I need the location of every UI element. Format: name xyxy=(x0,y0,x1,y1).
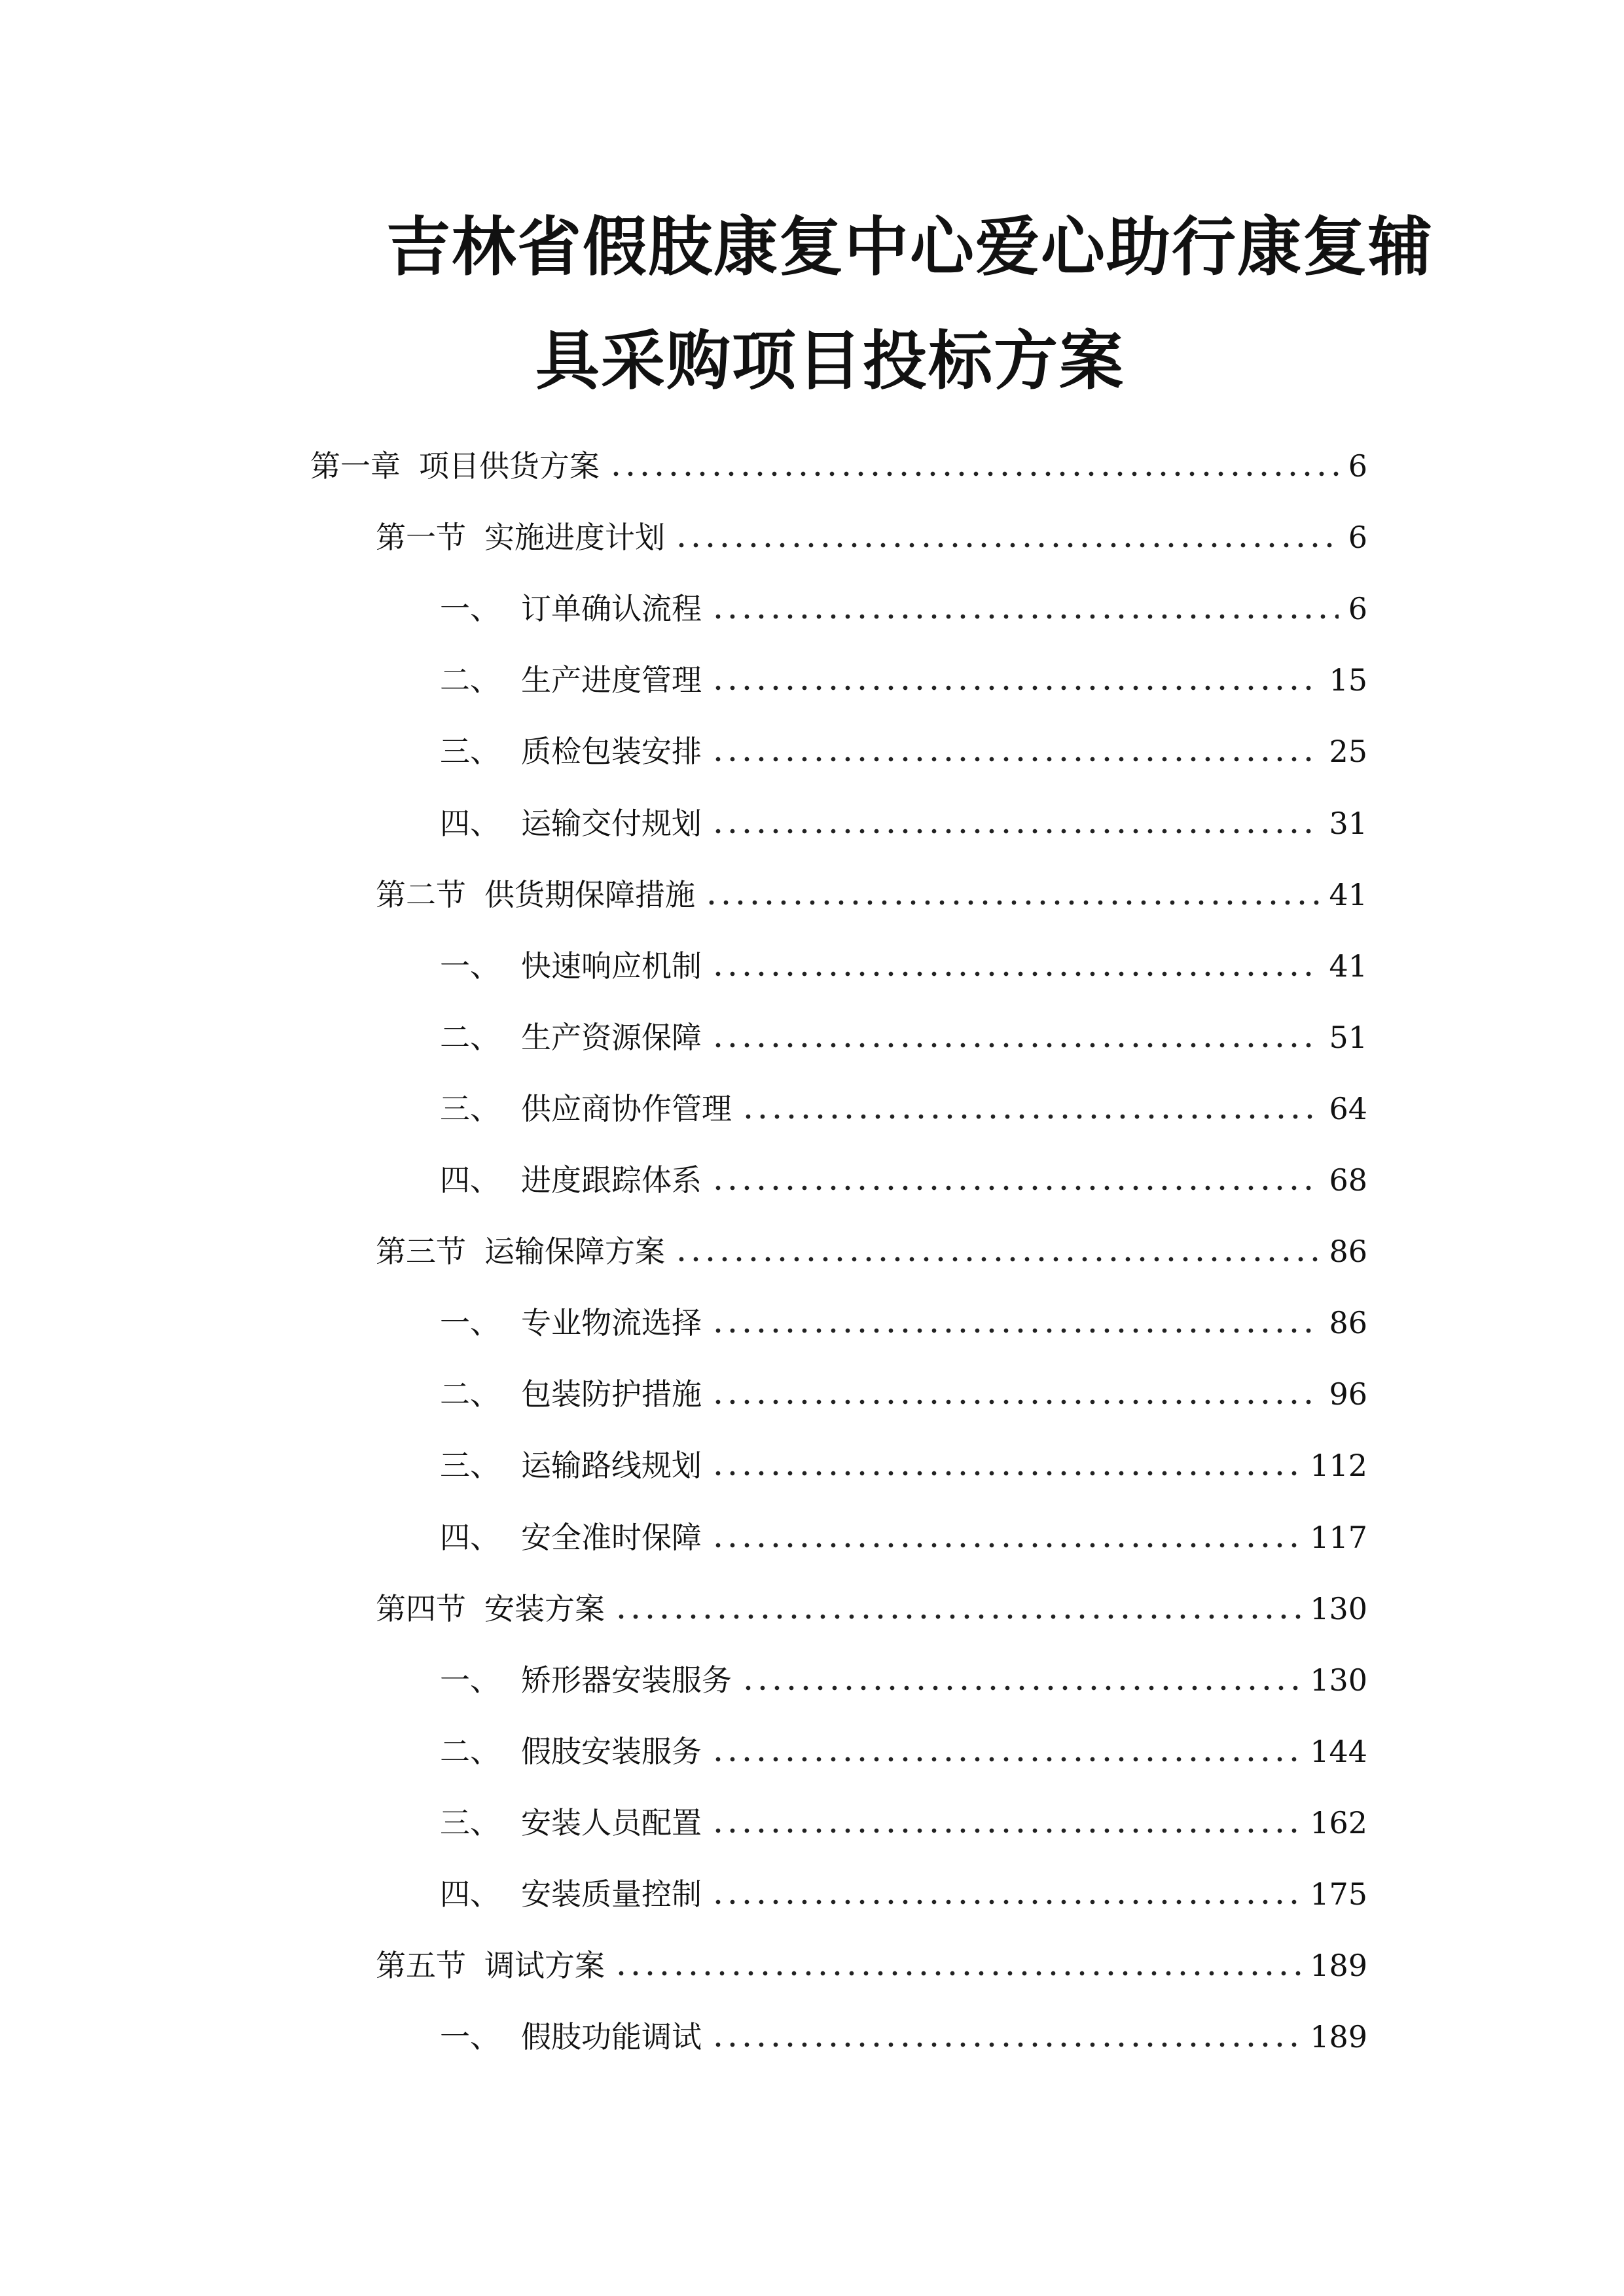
toc-entry-label xyxy=(440,805,702,842)
toc-entry-label xyxy=(440,1019,702,1056)
toc-entry-label xyxy=(376,1233,665,1270)
toc-entry-label xyxy=(440,1447,702,1484)
toc-entry-number: 第一章 xyxy=(310,448,401,484)
toc-entry-label xyxy=(440,1304,702,1341)
toc-dot-leader xyxy=(711,1471,1301,1476)
toc-entry-number: 二、 xyxy=(440,662,500,698)
toc-entry-page-number: 51 xyxy=(1329,1019,1367,1055)
toc-entry[interactable] xyxy=(440,796,1367,842)
toc-dot-leader xyxy=(711,757,1320,762)
toc-entry-label xyxy=(376,1947,605,1984)
toc-entry-title: 进度跟踪体系 xyxy=(521,1162,702,1198)
toc-dot-leader xyxy=(711,2042,1301,2047)
toc-entry-title: 安全准时保障 xyxy=(521,1519,702,1555)
toc-entry[interactable] xyxy=(376,867,1367,913)
toc-entry-number: 第二节 xyxy=(376,876,466,912)
toc-entry-number: 三、 xyxy=(440,1090,500,1126)
toc-entry[interactable] xyxy=(376,510,1367,556)
toc-entry-page-number: 64 xyxy=(1329,1090,1367,1126)
toc-entry-title: 运输交付规划 xyxy=(521,805,702,841)
toc-entry[interactable] xyxy=(440,939,1367,984)
toc-entry-label xyxy=(376,876,695,913)
toc-entry-title: 生产进度管理 xyxy=(521,662,702,698)
toc-entry-title: 供货期保障措施 xyxy=(484,876,695,912)
toc-dot-leader xyxy=(609,471,1339,476)
toc-dot-leader xyxy=(711,1185,1320,1191)
toc-entry-page-number: 112 xyxy=(1310,1448,1367,1484)
toc-entry-page-number: 6 xyxy=(1348,448,1367,484)
toc-dot-leader xyxy=(711,971,1320,977)
toc-entry[interactable] xyxy=(440,1295,1367,1341)
toc-entry-label xyxy=(440,733,702,770)
toc-entry-page-number: 68 xyxy=(1329,1162,1367,1198)
toc-dot-leader xyxy=(711,1899,1301,1905)
toc-entry-number: 第五节 xyxy=(376,1948,466,1984)
toc-entry-title: 生产资源保障 xyxy=(521,1019,702,1055)
toc-entry-title: 运输路线规划 xyxy=(521,1448,702,1484)
toc-entry-title: 供应商协作管理 xyxy=(521,1090,732,1126)
toc-entry-page-number: 86 xyxy=(1329,1234,1367,1270)
toc-entry-label xyxy=(440,1162,702,1198)
toc-entry-page-number: 130 xyxy=(1310,1590,1367,1626)
toc-entry[interactable] xyxy=(440,724,1367,770)
toc-entry-title: 包装防护措施 xyxy=(521,1376,702,1412)
toc-entry-label xyxy=(440,1804,702,1841)
toc-entry-label xyxy=(310,448,600,484)
toc-entry-number: 四、 xyxy=(440,805,500,841)
toc-entry-number: 三、 xyxy=(440,1804,500,1840)
toc-entry[interactable] xyxy=(440,1010,1367,1056)
toc-entry[interactable] xyxy=(440,1153,1367,1198)
toc-entry-label xyxy=(440,2018,702,2055)
toc-dot-leader xyxy=(704,900,1320,905)
toc-entry-number: 二、 xyxy=(440,1376,500,1412)
toc-entry-title: 调试方案 xyxy=(484,1948,605,1984)
toc-entry-number: 第三节 xyxy=(376,1234,466,1270)
toc-entry-title: 项目供货方案 xyxy=(419,448,600,484)
toc-entry[interactable] xyxy=(440,1653,1367,1698)
toc-entry-page-number: 189 xyxy=(1310,1948,1367,1984)
toc-entry-title: 安装质量控制 xyxy=(521,1876,702,1912)
toc-entry-label xyxy=(440,1376,702,1412)
toc-entry-label xyxy=(440,1519,702,1556)
toc-entry[interactable] xyxy=(440,1510,1367,1556)
toc-entry-number: 一、 xyxy=(440,1662,500,1698)
toc-dot-leader xyxy=(711,1828,1301,1833)
toc-entry-number: 第一节 xyxy=(376,520,466,556)
toc-entry-number: 二、 xyxy=(440,1733,500,1769)
toc-entry-page-number: 96 xyxy=(1329,1376,1367,1412)
toc-entry-number: 一、 xyxy=(440,2019,500,2055)
toc-entry-label xyxy=(440,590,702,627)
toc-entry[interactable] xyxy=(440,1724,1367,1770)
toc-dot-leader xyxy=(614,1971,1301,1976)
toc-entry-page-number: 41 xyxy=(1329,948,1367,984)
toc-entry-number: 第四节 xyxy=(376,1590,466,1626)
toc-entry-label xyxy=(440,948,702,984)
toc-entry[interactable] xyxy=(440,1438,1367,1484)
toc-entry[interactable] xyxy=(440,1081,1367,1127)
toc-entry-label xyxy=(376,519,665,556)
toc-entry-page-number: 175 xyxy=(1310,1876,1367,1912)
toc-entry-title: 假肢安装服务 xyxy=(521,1733,702,1769)
toc-entry-number: 四、 xyxy=(440,1162,500,1198)
toc-entry-title: 安装人员配置 xyxy=(521,1804,702,1840)
toc-entry-label xyxy=(376,1590,605,1627)
toc-entry-title: 实施进度计划 xyxy=(484,520,665,556)
toc-dot-leader xyxy=(711,1043,1320,1048)
toc-entry-title: 安装方案 xyxy=(484,1590,605,1626)
toc-entry-page-number: 6 xyxy=(1348,520,1367,556)
toc-entry[interactable] xyxy=(310,439,1367,484)
toc-dot-leader xyxy=(711,614,1339,619)
toc-entry[interactable] xyxy=(440,653,1367,698)
toc-entry-page-number: 31 xyxy=(1329,805,1367,841)
toc-entry-number: 一、 xyxy=(440,1305,500,1341)
document-title-line-2: 具采购项目投标方案 xyxy=(535,324,1125,399)
toc-entry-title: 矫形器安装服务 xyxy=(521,1662,732,1698)
toc-entry-page-number: 162 xyxy=(1310,1804,1367,1840)
document-title-line-1: 吉林省假肢康复中心爱心助行康复辅 xyxy=(386,210,1434,285)
toc-dot-leader xyxy=(741,1685,1301,1691)
toc-entry[interactable] xyxy=(376,1224,1367,1270)
toc-entry-number: 二、 xyxy=(440,1019,500,1055)
toc-entry-number: 四、 xyxy=(440,1519,500,1555)
toc-entry-page-number: 189 xyxy=(1310,2019,1367,2055)
toc-entry-page-number: 144 xyxy=(1310,1733,1367,1769)
toc-entry[interactable] xyxy=(440,1795,1367,1841)
toc-dot-leader xyxy=(614,1614,1301,1619)
toc-entry-number: 一、 xyxy=(440,591,500,627)
toc-dot-leader xyxy=(711,1757,1301,1762)
toc-dot-leader xyxy=(711,685,1320,691)
toc-entry-label xyxy=(440,1733,702,1770)
toc-entry[interactable] xyxy=(376,1581,1367,1627)
toc-entry[interactable] xyxy=(440,581,1367,627)
toc-entry-title: 专业物流选择 xyxy=(521,1305,702,1341)
toc-dot-leader xyxy=(711,1543,1301,1548)
toc-dot-leader xyxy=(674,543,1339,548)
toc-dot-leader xyxy=(711,1328,1320,1333)
toc-dot-leader xyxy=(711,829,1320,834)
toc-entry-title: 假肢功能调试 xyxy=(521,2019,702,2055)
toc-entry-title: 订单确认流程 xyxy=(521,591,702,627)
toc-dot-leader xyxy=(741,1114,1320,1119)
toc-entry-page-number: 6 xyxy=(1348,591,1367,627)
toc-entry-page-number: 41 xyxy=(1329,876,1367,912)
toc-entry[interactable] xyxy=(440,1367,1367,1412)
toc-entry-page-number: 86 xyxy=(1329,1305,1367,1341)
toc-entry-title: 质检包装安排 xyxy=(521,734,702,770)
toc-entry-number: 三、 xyxy=(440,1448,500,1484)
toc-entry-number: 四、 xyxy=(440,1876,500,1912)
toc-entry-page-number: 25 xyxy=(1329,734,1367,770)
toc-entry[interactable] xyxy=(440,1867,1367,1912)
toc-dot-leader xyxy=(674,1257,1320,1262)
toc-entry-page-number: 117 xyxy=(1310,1519,1367,1555)
toc-entry[interactable] xyxy=(376,1938,1367,1984)
toc-entry-label xyxy=(440,1090,732,1127)
toc-entry-number: 一、 xyxy=(440,948,500,984)
toc-entry-title: 运输保障方案 xyxy=(484,1234,665,1270)
toc-entry-page-number: 15 xyxy=(1329,662,1367,698)
toc-entry-label xyxy=(440,1662,732,1698)
toc-entry[interactable] xyxy=(440,2009,1367,2055)
toc-dot-leader xyxy=(711,1399,1320,1405)
toc-entry-label xyxy=(440,662,702,698)
toc-entry-title: 快速响应机制 xyxy=(521,948,702,984)
toc-entry-label xyxy=(440,1876,702,1912)
toc-entry-number: 三、 xyxy=(440,734,500,770)
toc-entry-page-number: 130 xyxy=(1310,1662,1367,1698)
